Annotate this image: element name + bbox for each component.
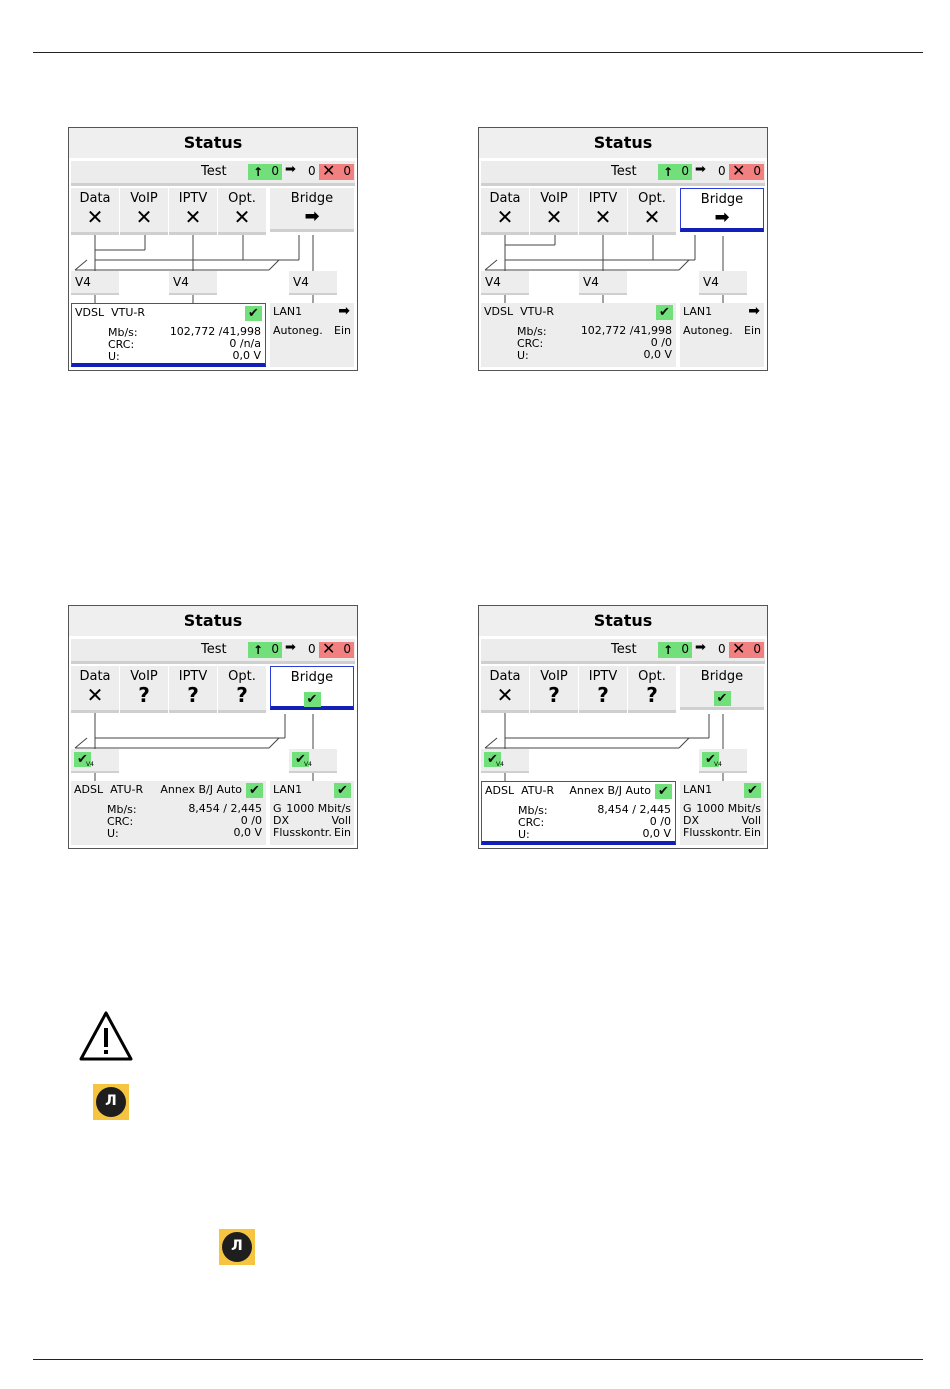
pass-count: 0 — [271, 164, 279, 178]
check-icon: ✔ — [304, 692, 321, 707]
dsl-title: VDSL VTU-R — [75, 306, 146, 319]
cross-icon: ✕ — [86, 205, 104, 229]
lan-value: 1000 Mbit/s — [696, 802, 761, 815]
vlan-label: V4 — [293, 275, 309, 289]
screen-title: Status — [69, 128, 357, 158]
dsl-value: 0 /0 — [650, 336, 672, 349]
dsl-key: CRC: — [517, 337, 544, 350]
service-label: Bridge — [700, 192, 744, 207]
vlan-label: V4 — [75, 275, 91, 289]
vlan-label: V4 — [485, 275, 501, 289]
vlan-label: V4 — [703, 275, 719, 289]
fail-count: 0 — [753, 164, 761, 178]
question-icon: ? — [187, 683, 199, 707]
vlan-label: V4 — [496, 761, 504, 768]
service-label: Data — [79, 191, 111, 206]
service-label: VoIP — [130, 669, 158, 684]
dsl-value: 0,0 V — [642, 827, 671, 840]
cross-icon: ✕ — [322, 161, 336, 180]
dsl-title: ADSL ATU-R — [485, 784, 555, 797]
vlan-box — [71, 749, 119, 773]
service-label: Opt. — [638, 669, 666, 684]
vlan-box — [699, 749, 747, 773]
status-screen-1 — [68, 127, 358, 371]
key-glyph: Л — [96, 1087, 126, 1117]
dsl-value: 102,772 /41,998 — [580, 324, 672, 337]
check-icon: ✔ — [714, 691, 731, 706]
service-label: IPTV — [588, 669, 618, 684]
lan-key: DX — [683, 814, 700, 827]
dsl-title: ADSL ATU-R — [74, 783, 144, 796]
vlan-box — [481, 271, 529, 295]
check-icon: ✔ — [656, 305, 673, 320]
vlan-label: V4 — [86, 761, 94, 768]
vlan-label: V4 — [304, 761, 312, 768]
service-label: VoIP — [540, 669, 568, 684]
screen-title: Status — [479, 606, 767, 636]
status-screen-2 — [478, 127, 768, 371]
bottom-rule — [33, 1359, 923, 1360]
vlan-box — [579, 271, 627, 295]
question-icon: ? — [236, 683, 248, 707]
arrow-right-icon: ➡ — [304, 206, 320, 227]
service-label: VoIP — [540, 191, 568, 206]
service-label: Opt. — [228, 669, 256, 684]
arrow-right-icon: ➡ — [338, 303, 350, 319]
pass-count: 0 — [681, 164, 689, 178]
lan-key: Flusskontr. — [273, 826, 332, 839]
cross-icon: ✕ — [732, 639, 746, 658]
question-icon: ? — [597, 683, 609, 707]
service-label: Opt. — [638, 191, 666, 206]
service-label: Data — [79, 669, 111, 684]
check-icon: ✔ — [655, 784, 672, 799]
screen-title: Status — [479, 128, 767, 158]
check-icon: ✔ — [744, 783, 761, 798]
arrow-right-icon: ➡ — [285, 162, 296, 177]
service-label: Bridge — [290, 191, 334, 206]
cross-icon: ✕ — [594, 205, 612, 229]
cross-icon: ✕ — [135, 205, 153, 229]
check-icon: ✔ — [334, 783, 351, 798]
dsl-key: Mb/s: — [518, 804, 548, 817]
dsl-value: 0,0 V — [232, 349, 261, 362]
dsl-value: 0,0 V — [643, 348, 672, 361]
lan-key: G — [683, 802, 692, 815]
lan-key: DX — [273, 814, 290, 827]
lan-title: LAN1 — [683, 305, 713, 318]
dsl-value: 0 /n/a — [229, 337, 261, 350]
dsl-value: 0 /0 — [649, 815, 671, 828]
check-icon: ✔ — [74, 752, 91, 767]
check-icon: ✔ — [702, 752, 719, 767]
dsl-title: VDSL VTU-R — [484, 305, 555, 318]
question-icon: ? — [138, 683, 150, 707]
lan-panel[interactable] — [680, 303, 764, 367]
vlan-box — [71, 271, 119, 295]
arrow-right-icon: ➡ — [285, 640, 296, 655]
screen-title: Status — [69, 606, 357, 636]
lan-panel[interactable] — [270, 781, 354, 845]
dsl-key: Mb/s: — [517, 325, 547, 338]
dsl-key: CRC: — [518, 816, 545, 829]
dsl-key: Mb/s: — [107, 803, 137, 816]
test-label: Test — [201, 642, 227, 657]
lan-title: LAN1 — [683, 783, 713, 796]
lan-value: 1000 Mbit/s — [286, 802, 351, 815]
service-label: Data — [489, 669, 521, 684]
top-rule — [33, 52, 923, 53]
service-label: VoIP — [130, 191, 158, 206]
cross-icon: ✕ — [322, 639, 336, 658]
service-label: IPTV — [178, 669, 208, 684]
pass-count: 0 — [271, 642, 279, 656]
lan-title: LAN1 — [273, 783, 303, 796]
pending-count: 0 — [718, 642, 726, 656]
pass-count: 0 — [681, 642, 689, 656]
dsl-key: CRC: — [108, 338, 135, 351]
dsl-key: U: — [107, 827, 119, 840]
lan-value: Ein — [744, 826, 761, 839]
vlan-box — [289, 271, 337, 295]
cross-icon: ✕ — [496, 683, 514, 707]
dsl-key: U: — [108, 350, 120, 363]
pending-count: 0 — [718, 164, 726, 178]
fail-count: 0 — [343, 164, 351, 178]
dsl-key: Mb/s: — [108, 326, 138, 339]
test-label: Test — [611, 642, 637, 657]
arrow-right-icon: ➡ — [695, 162, 706, 177]
pin-icon: ↑ — [663, 165, 674, 179]
dsl-value: 102,772 /41,998 — [169, 325, 261, 338]
cross-icon: ✕ — [732, 161, 746, 180]
vlan-label: V4 — [714, 761, 722, 768]
dsl-value: 0,0 V — [233, 826, 262, 839]
lan-key: Flusskontr. — [683, 826, 742, 839]
pin-icon: ↑ — [253, 165, 264, 179]
key-glyph: Л — [222, 1232, 252, 1262]
vlan-box — [699, 271, 747, 295]
dsl-panel[interactable] — [71, 303, 266, 367]
vlan-box — [289, 749, 337, 773]
lan-panel[interactable] — [680, 781, 764, 845]
lan-key: Autoneg. — [683, 324, 733, 337]
status-screen-3 — [68, 605, 358, 849]
dsl-panel[interactable] — [481, 781, 676, 845]
dsl-value: 8,454 / 2,445 — [188, 802, 262, 815]
dsl-panel[interactable] — [71, 781, 266, 845]
vlan-box — [169, 271, 217, 295]
cross-icon: ✕ — [233, 205, 251, 229]
vlan-label: V4 — [583, 275, 599, 289]
service-label: IPTV — [588, 191, 618, 206]
dsl-key: U: — [518, 828, 530, 841]
service-label: Bridge — [290, 670, 334, 685]
cross-icon: ✕ — [496, 205, 514, 229]
dsl-key: CRC: — [107, 815, 134, 828]
arrow-right-icon: ➡ — [714, 207, 730, 228]
pending-count: 0 — [308, 164, 316, 178]
cross-icon: ✕ — [545, 205, 563, 229]
question-icon: ? — [646, 683, 658, 707]
service-label: IPTV — [178, 191, 208, 206]
lan-value: Ein — [334, 826, 351, 839]
vlan-box — [481, 749, 529, 773]
status-screen-4 — [478, 605, 768, 849]
dsl-value: 0 /0 — [240, 814, 262, 827]
lan-value: Voll — [741, 814, 761, 827]
lan-value: Ein — [744, 324, 761, 337]
dsl-annex: Annex B/J Auto — [569, 784, 651, 797]
dsl-key: U: — [517, 349, 529, 362]
check-icon: ✔ — [246, 783, 263, 798]
pin-icon: ↑ — [253, 643, 264, 657]
service-label: Bridge — [700, 669, 744, 684]
check-icon: ✔ — [292, 752, 309, 767]
test-label: Test — [201, 164, 227, 179]
test-label: Test — [611, 164, 637, 179]
check-icon: ✔ — [245, 306, 262, 321]
lan-value: Voll — [331, 814, 351, 827]
lan-key: G — [273, 802, 282, 815]
check-icon: ✔ — [484, 752, 501, 767]
lan-panel[interactable] — [270, 303, 354, 367]
pulse-key-icon — [219, 1229, 255, 1265]
lan-value: Ein — [334, 324, 351, 337]
arrow-right-icon: ➡ — [748, 303, 760, 319]
lan-title: LAN1 — [273, 305, 303, 318]
dsl-annex: Annex B/J Auto — [160, 783, 242, 796]
question-icon: ? — [548, 683, 560, 707]
service-label: Data — [489, 191, 521, 206]
cross-icon: ✕ — [86, 683, 104, 707]
cross-icon: ✕ — [643, 205, 661, 229]
fail-count: 0 — [753, 642, 761, 656]
fail-count: 0 — [343, 642, 351, 656]
pending-count: 0 — [308, 642, 316, 656]
arrow-right-icon: ➡ — [695, 640, 706, 655]
pin-icon: ↑ — [663, 643, 674, 657]
pulse-key-icon — [93, 1084, 129, 1120]
service-label: Opt. — [228, 191, 256, 206]
vlan-label: V4 — [173, 275, 189, 289]
dsl-value: 8,454 / 2,445 — [597, 803, 671, 816]
lan-key: Autoneg. — [273, 324, 323, 337]
dsl-panel[interactable] — [481, 303, 676, 367]
cross-icon: ✕ — [184, 205, 202, 229]
warning-triangle-icon — [78, 1010, 134, 1062]
